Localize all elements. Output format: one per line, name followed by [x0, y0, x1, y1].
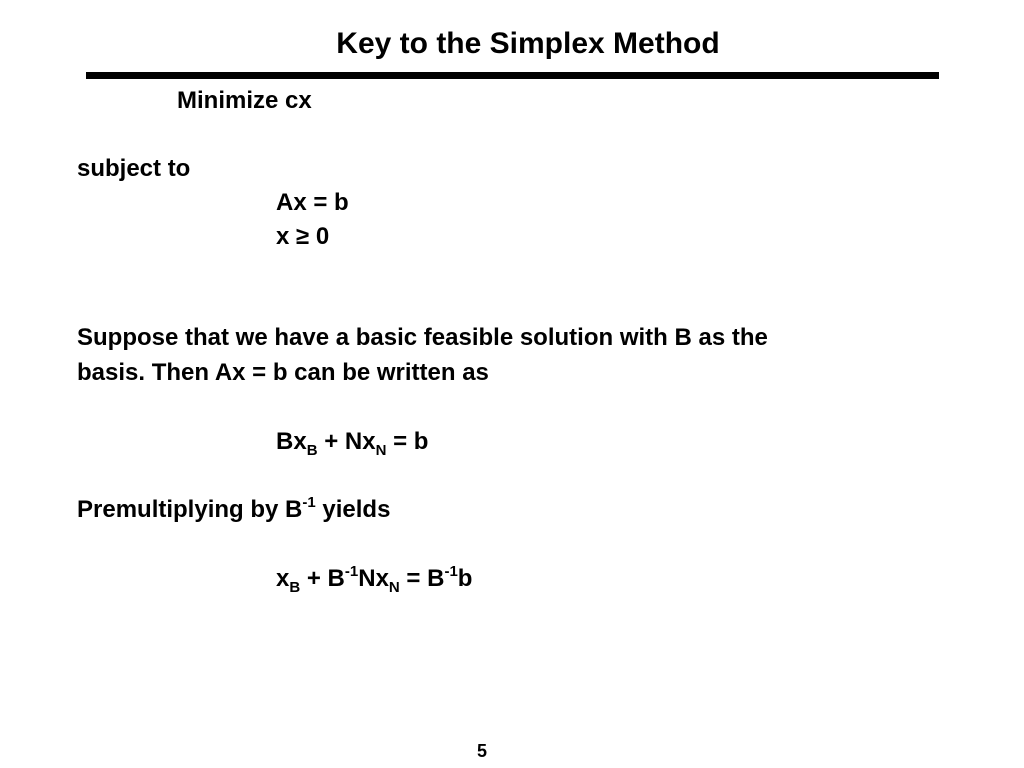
- constraint-nonnegativity: [276, 223, 329, 251]
- eq2-part3: Nx: [358, 565, 389, 592]
- eq2-sub-b: B: [289, 579, 301, 596]
- page-number: 5: [476, 741, 487, 761]
- paragraph-line-1: Suppose that we have a basic feasible solution with B as the: [77, 324, 768, 351]
- premult-text: Premultiplying by B: [77, 496, 303, 523]
- constraint-var: x: [276, 223, 290, 250]
- premult-sup: -1: [302, 494, 316, 511]
- eq2-part5: b: [457, 565, 473, 592]
- eq1-sub-b: B: [306, 442, 318, 459]
- basis-equation: [276, 428, 429, 459]
- eq2-part2: + B: [300, 565, 345, 592]
- title-underline: [86, 72, 939, 79]
- eq2-sub-n: N: [388, 579, 400, 596]
- premult-tail: yields: [315, 496, 391, 523]
- eq2-part4: = B: [399, 565, 445, 592]
- premultiplying-line: [77, 496, 390, 524]
- premultiplied-equation: [276, 563, 473, 596]
- eq2-part1: x: [276, 565, 290, 592]
- constraint-equality: Ax = b: [276, 189, 349, 216]
- subject-to-label: subject to: [77, 155, 191, 182]
- eq1-sub-n: N: [375, 442, 387, 459]
- objective-line: Minimize cx: [177, 87, 312, 114]
- constraint-rhs: 0: [315, 223, 330, 250]
- eq2-sup-1: -1: [344, 563, 359, 580]
- slide-title: Key to the Simplex Method: [336, 27, 720, 60]
- eq1-part1: Bx: [276, 428, 307, 455]
- greater-equal-symbol: ≥: [296, 223, 310, 250]
- eq2-sup-2: -1: [444, 563, 458, 580]
- eq1-part3: = b: [386, 428, 429, 455]
- paragraph-line-2: basis. Then Ax = b can be written as: [77, 359, 489, 386]
- eq1-part2: + Nx: [317, 428, 376, 455]
